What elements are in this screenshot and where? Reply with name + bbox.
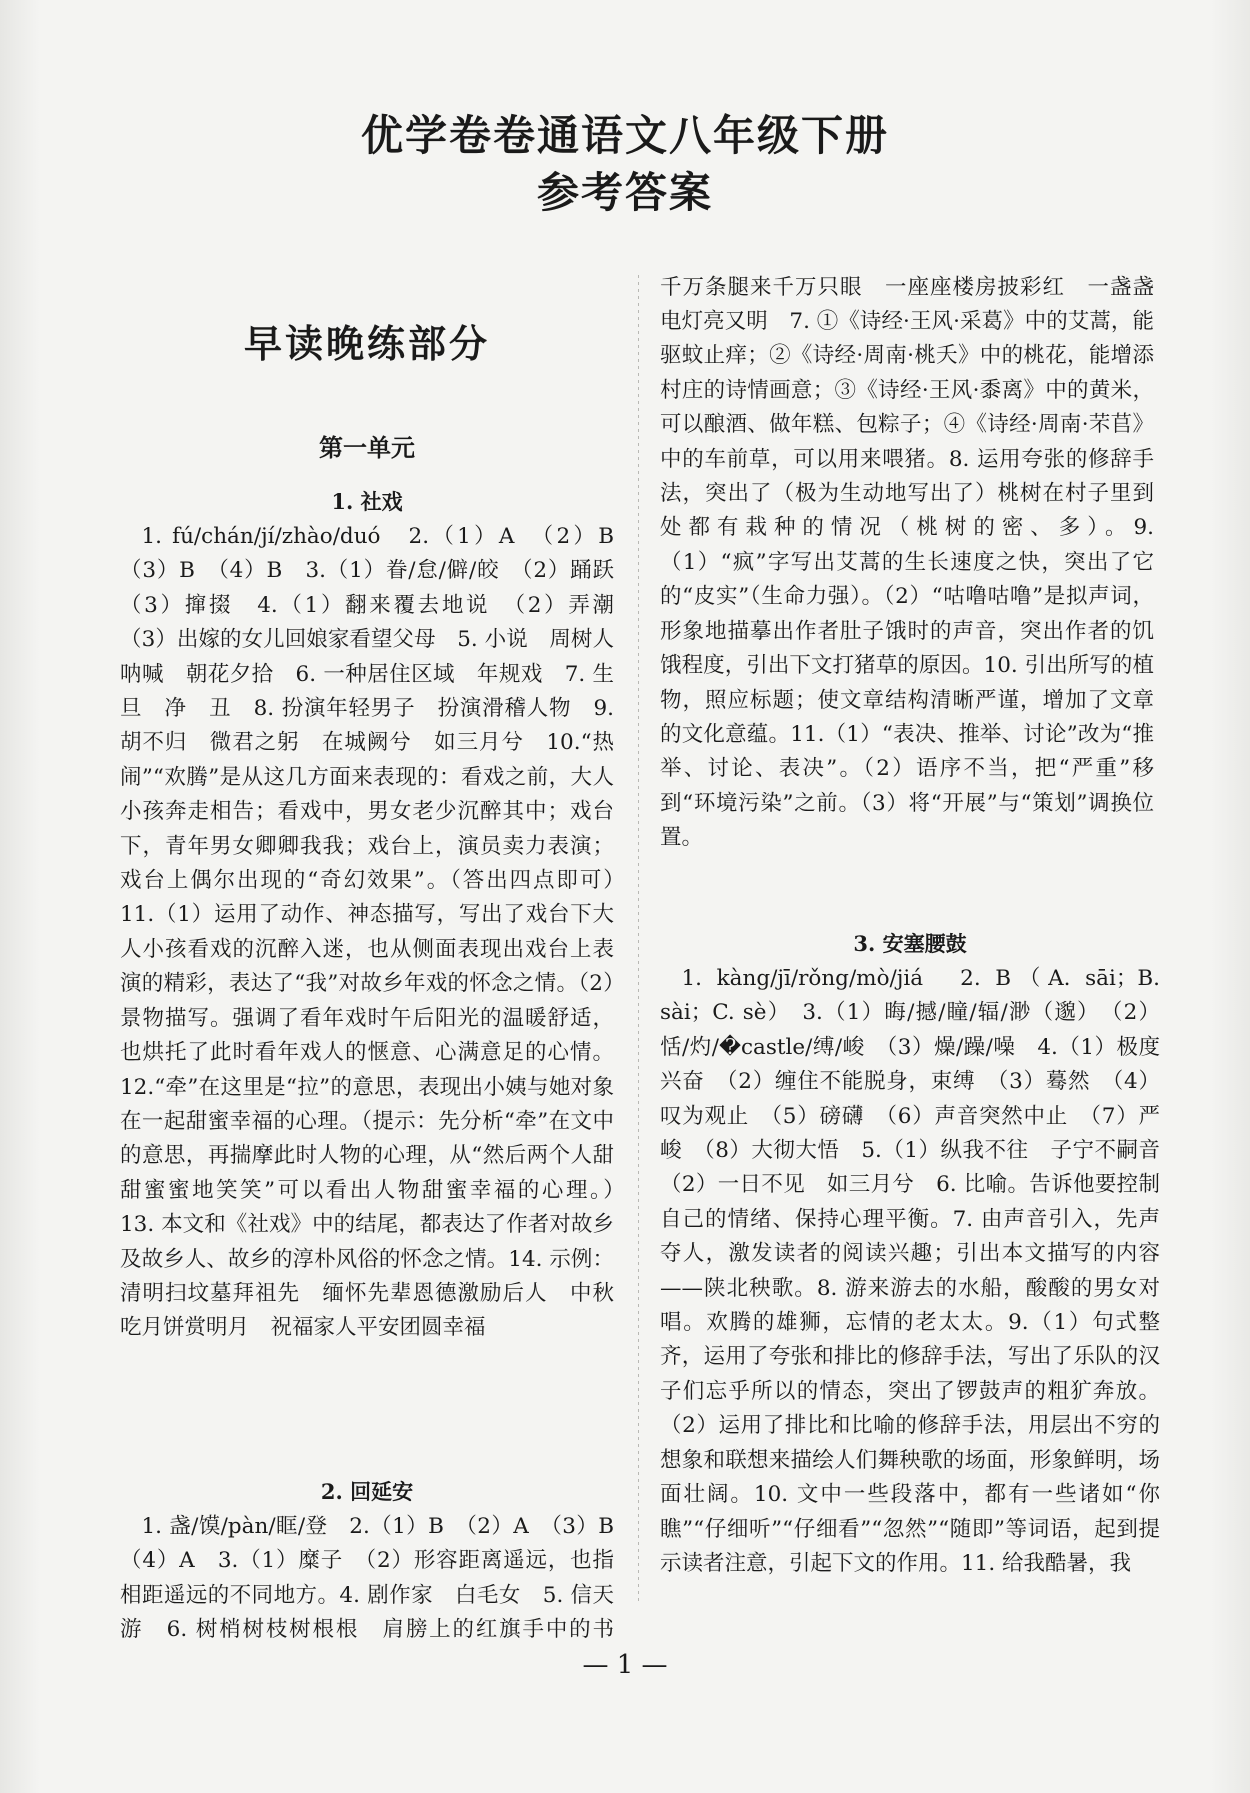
lesson-answers: 1. 盏/馍/pàn/眶/登 2.（1）B （2）A （3）B （4）A 3.（1）糜子 （2）形容距离遥远，也指相距遥远的不同地方。4. 剧作家 白毛女 5. 信天游 6. 树梢树枝树根根 肩膀上的红旗手中的书 — [120, 1514, 614, 1643]
column-divider — [638, 275, 639, 1605]
lesson-answers: 1. fú/chán/jí/zhào/duó 2.（1）A （2）B （3）B （4）B 3.（1）眷/怠/僻/皎 （2）踊跃 （3）撺掇 4.（1）翻来覆去地说 （2）弄潮 （3）出嫁的女儿回娘家看望父母 5. 小说 周树人 呐喊 朝花夕拾 6. 一种居住区域 年规戏 7. 生 旦 净 丑 8. 扮演年轻男子 扮演滑稽人物 9. 胡不归 微君之躬 在城阙兮 如三月兮 10.“热闹”“欢腾”是从这几方面来表现的：看戏之前，大人小孩奔走相告；看戏中，男女老少沉醉其中；戏台下，青年男女卿卿我我；戏台上，演员卖力表演；戏台上偶尔出现的“奇幻效果”。（答出四点即可） 11.（1）运用了动作、神态描写，写出了戏台下大人小孩看戏的沉醉入迷，也从侧面表现出戏台上表演的精彩，表达了“我”对故乡年戏的怀念之情。（2）景物描写。强调了看年戏时午后阳光的温暖舒适，也烘托了此时看年戏人的惬意、心满意足的心情。12.“牵”在这里是“拉”的意思，表现出小姨与她对象在一起甜蜜幸福的心理。（提示：先分析“牵”在文中的意思，再揣摩此时人物的心理，从“然后两个人甜甜蜜蜜地笑笑”可以看出人物甜蜜幸福的心理。） 13. 本文和《社戏》中的结尾，都表达了作者对故乡及故乡人、故乡的淳朴风俗的怀念之情。14. 示例：清明扫坟墓拜祖先 缅怀先辈恩德激励后人 中秋吃月饼赏明月 祝福家人平安团圆幸福 — [120, 524, 614, 1341]
lesson-answers-part1 — [120, 1510, 614, 1647]
lesson-answers-part2 — [660, 270, 1160, 918]
lesson-answers: 1. kàng/jī/rǒng/mò/jiá 2. B（A. sāi；B. sài；C. sè） 3.（1）晦/撼/瞳/辐/渺（邈） （2）恬/灼/�castle/缚/峻 （3）燥/躁/噪 4.（1）极度兴奋 （2）缠住不能脱身，束缚 （3）蓦然 （4）叹为观止 （5）磅礴 （6）声音突然中止 （7）严峻 （8）大彻大悟 5.（1）纵我不往 子宁不嗣音 （2）一日不见 如三月兮 6. 比喻。告诉他要控制自己的情绪、保持心理平衡。7. 由声音引入，先声夺人，激发读者的阅读兴趣；引出本文描写的内容——陕北秧歌。8. 游来游去的水船，酸酸的男女对唱。欢腾的雄狮，忘情的老太太。9.（1）句式整齐，运用了夸张和排比的修辞手法，写出了乐队的汉子们忘乎所以的情态，突出了锣鼓声的粗犷奔放。（2）运用了排比和比喻的修辞手法，用层出不穷的想象和联想来描绘人们舞秧歌的场面，形象鲜明，场面壮阔。10. 文中一些段落中，都有一些诸如“你瞧”“仔细听”“仔细看”“忽然”“随即”等词语，起到提示读者注意，引起下文的作用。11. 给我酷暑，我 — [660, 966, 1160, 1576]
page-number: — 1 — — [582, 1650, 668, 1680]
part-heading: 早读晚练部分 — [243, 321, 490, 366]
lesson-answers-continued: 千万条腿来千万只眼 一座座楼房披彩红 一盏盏电灯亮又明 7. ①《诗经·王风·采葛》中的艾蒿，能驱蚊止痒；②《诗经·周南·桃夭》中的桃花，能增添村庄的诗情画意；③《诗经·王风·黍离》中的黄米，可以酿酒、做年糕、包粽子；④《诗经·周南·芣苢》中的车前草，可以用来喂猪。8. 运用夸张的修辞手法，突出了（极为生动地写出了）桃树在村子里到处都有栽种的情况（桃树的密、多）。9.（1）“疯”字写出艾蒿的生长速度之快，突出了它的“皮实”（生命力强）。（2）“咕噜咕噜”是拟声词，形象地描摹出作者肚子饿时的声音，突出作者的饥饿程度，引出下文打猪草的原因。10. 引出所写的植物，照应标题；使文章结构清晰严谨，增加了文章的文化意蕴。11.（1）“表决、推举、讨论”改为“推举、讨论、表决”。（2）语序不当，把“严重”移到“环境污染”之前。（3）将“开展”与“策划”调换位置。 — [660, 274, 1154, 851]
lesson-title: 2. 回延安 — [320, 1479, 414, 1504]
book-title: 优学卷卷通语文八年级下册 — [360, 111, 889, 160]
lesson-title: 1. 社戏 — [331, 489, 403, 514]
unit-heading: 第一单元 — [319, 433, 415, 462]
answer-key-title: 参考答案 — [536, 168, 713, 217]
lesson-title: 3. 安塞腰鼓 — [853, 931, 967, 956]
